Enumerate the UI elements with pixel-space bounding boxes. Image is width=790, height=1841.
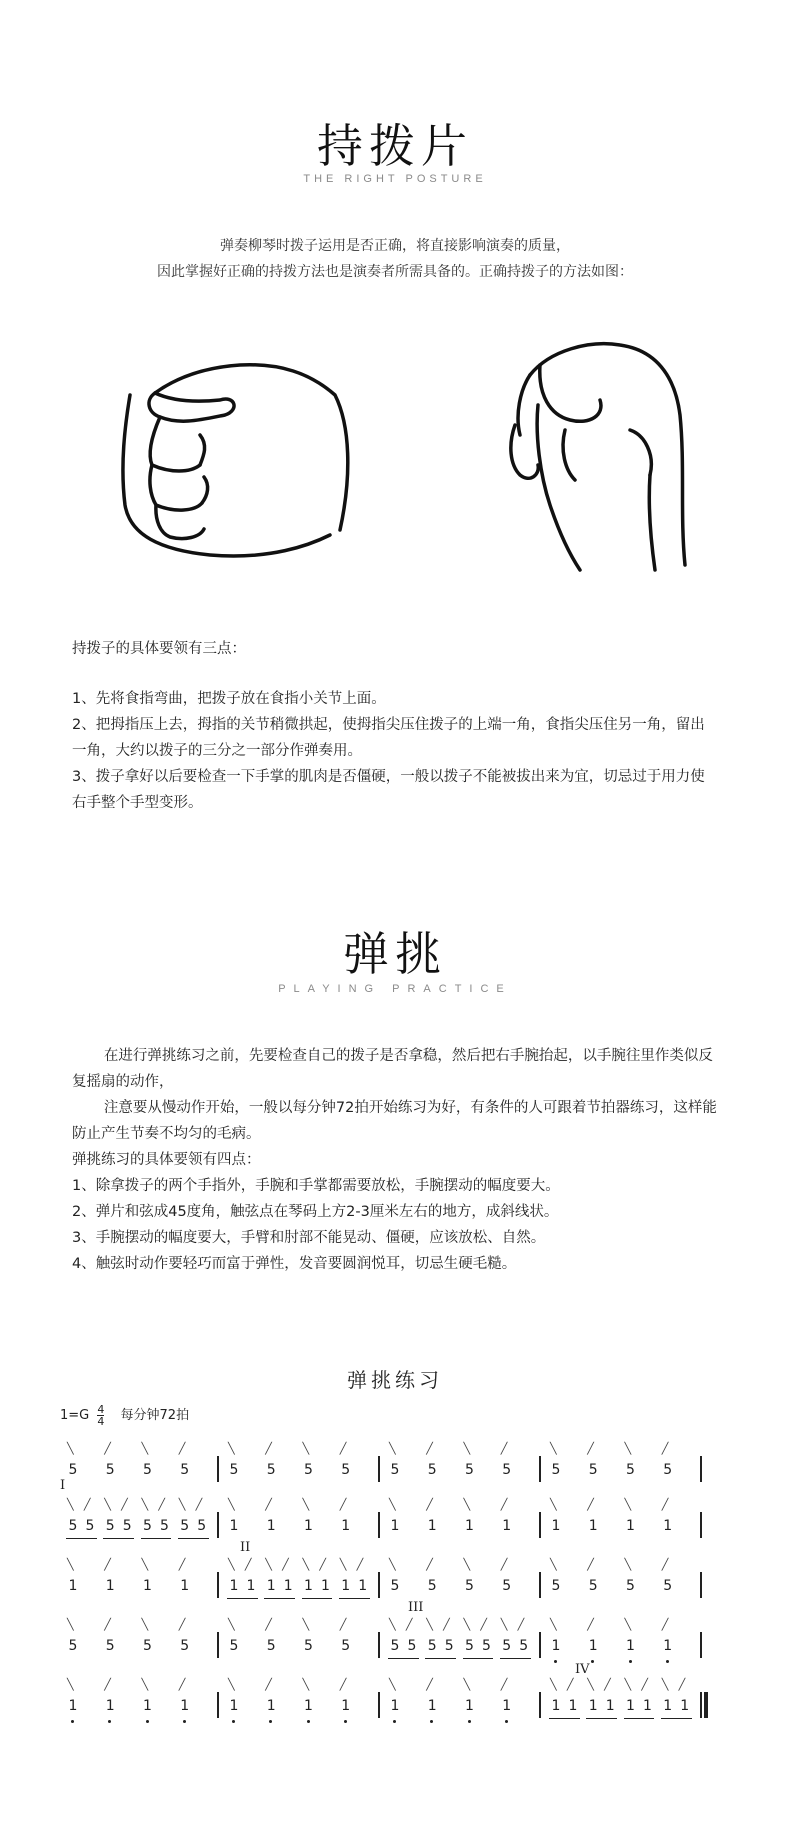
stroke-mark: ╲ — [228, 1678, 235, 1691]
stroke-mark: ╲ — [500, 1618, 508, 1631]
point-item: 3、拨子拿好以后要检查一下手掌的肌肉是否僵硬，一般以拨子不能被拔出来为宜，切忌过于用力使右手整个手型变形。 — [72, 769, 705, 811]
eighth-underline — [463, 1658, 494, 1659]
note: 5 — [68, 1462, 78, 1478]
point-item: 2、把拇指压上去，拇指的关节稍微拱起，使拇指尖压住拨子的上端一角，食指尖压住另一角，留出一角，大约以拨子的三分之一部分作弹奏用。 — [72, 717, 705, 759]
barline — [539, 1572, 541, 1598]
note: 1 — [502, 1698, 512, 1714]
stroke-mark: ╱ — [517, 1618, 525, 1631]
note: 1 — [588, 1698, 598, 1714]
stroke-mark: ╱ — [405, 1618, 413, 1631]
octave-dot — [344, 1720, 347, 1723]
note: 1 — [663, 1698, 673, 1714]
octave-dot — [108, 1720, 111, 1723]
hand-illustration-front — [100, 355, 360, 565]
note: 1 — [588, 1638, 598, 1654]
points-heading: 弹挑练习的具体要领有四点： — [72, 1152, 261, 1168]
note: 5 — [390, 1638, 400, 1654]
section2-body — [72, 1043, 718, 1277]
octave-dot — [629, 1660, 632, 1663]
note: 1 — [143, 1578, 152, 1594]
octave-dot — [146, 1720, 149, 1723]
stroke-mark: ╲ — [104, 1498, 111, 1511]
note: 5 — [465, 1638, 474, 1654]
octave-dot — [505, 1720, 508, 1723]
stroke-mark: ╱ — [178, 1442, 186, 1455]
stroke-mark: ╲ — [550, 1678, 557, 1691]
stroke-mark: ╱ — [83, 1498, 91, 1511]
eighth-underline — [425, 1658, 456, 1659]
stroke-mark: ╲ — [624, 1678, 632, 1691]
barline — [217, 1456, 219, 1482]
note: 5 — [551, 1462, 561, 1478]
eighth-underline — [103, 1538, 134, 1539]
note: 1 — [358, 1578, 368, 1594]
stroke-mark: ╲ — [302, 1558, 310, 1571]
barline — [700, 1572, 702, 1598]
stroke-mark: ╲ — [624, 1442, 632, 1455]
stroke-mark: ╲ — [624, 1618, 632, 1631]
note: 1 — [626, 1518, 635, 1534]
section1-title: 持拨片 — [317, 119, 473, 173]
stroke-mark: ╲ — [339, 1558, 347, 1571]
note: 1 — [143, 1698, 152, 1714]
final-barline — [704, 1692, 708, 1718]
barline — [539, 1456, 541, 1482]
point-item: 1、除拿拨子的两个手指外，手腕和手掌都需要放松，手腕摆动的幅度要大。 — [72, 1178, 560, 1194]
stroke-mark: ╲ — [463, 1558, 471, 1571]
point-item: 2、弹片和弦成45度角，触弦点在琴码上方2-3厘米左右的地方，成斜线状。 — [72, 1204, 559, 1220]
stroke-mark: ╲ — [550, 1498, 557, 1511]
note: 5 — [663, 1462, 673, 1478]
note: 1 — [68, 1698, 78, 1714]
stroke-mark: ╱ — [121, 1498, 128, 1511]
note: 5 — [159, 1518, 169, 1534]
eighth-underline — [302, 1598, 333, 1599]
time-signature — [97, 1404, 104, 1427]
barline — [539, 1512, 541, 1538]
intro-line: 因此掌握好正确的持拨方法也是演奏者所需具备的。正确持拨子的方法如图： — [157, 264, 633, 280]
stroke-mark: ╲ — [141, 1678, 149, 1691]
octave-dot — [71, 1720, 74, 1723]
time-top: 4 — [97, 1403, 105, 1416]
stroke-mark: ╱ — [104, 1442, 111, 1455]
note: 5 — [341, 1638, 351, 1654]
note: 1 — [304, 1518, 313, 1534]
stroke-mark: ╲ — [67, 1618, 74, 1631]
barline — [539, 1692, 541, 1718]
stroke-mark: ╱ — [500, 1442, 508, 1455]
stroke-mark: ╲ — [426, 1618, 433, 1631]
stroke-mark: ╲ — [550, 1618, 557, 1631]
eighth-underline — [339, 1598, 370, 1599]
eighth-underline — [141, 1538, 172, 1539]
note: 1 — [551, 1638, 561, 1654]
note: 1 — [642, 1698, 652, 1714]
note: 5 — [180, 1462, 190, 1478]
stroke-mark: ╱ — [104, 1678, 111, 1691]
notation-staff — [0, 1440, 790, 1840]
note: 5 — [266, 1638, 276, 1654]
barline — [378, 1572, 380, 1598]
note: 5 — [229, 1462, 239, 1478]
paragraph: 注意要从慢动作开始，一般以每分钟72拍开始练习为好，有条件的人可跟着节拍器练习，这样能防止产生节奏不均匀的毛病。 — [72, 1100, 717, 1142]
section1-intro — [0, 233, 790, 285]
stroke-mark: ╱ — [587, 1498, 594, 1511]
note: 1 — [341, 1578, 351, 1594]
stroke-mark: ╱ — [282, 1558, 289, 1571]
octave-dot — [430, 1720, 433, 1723]
stroke-mark: ╱ — [661, 1442, 669, 1455]
stroke-mark: ╱ — [178, 1678, 186, 1691]
note: 5 — [304, 1638, 313, 1654]
stroke-mark: ╲ — [624, 1558, 632, 1571]
note: 1 — [266, 1578, 276, 1594]
note: 5 — [588, 1462, 598, 1478]
stroke-mark: ╱ — [178, 1558, 186, 1571]
stroke-mark: ╲ — [463, 1618, 471, 1631]
note: 1 — [180, 1698, 190, 1714]
note: 1 — [605, 1698, 615, 1714]
note: 5 — [180, 1638, 190, 1654]
note: 5 — [502, 1578, 512, 1594]
stroke-mark: ╲ — [624, 1498, 632, 1511]
note: 1 — [390, 1518, 400, 1534]
sheet-title: 弹挑练习 — [347, 1368, 443, 1392]
note: 5 — [341, 1462, 351, 1478]
section2-subtitle: PLAYING PRACTICE — [278, 983, 512, 995]
note: 1 — [105, 1698, 115, 1714]
barline — [539, 1632, 541, 1658]
stroke-mark: ╱ — [426, 1558, 433, 1571]
point-item: 3、手腕摆动的幅度要大，手臂和肘部不能晃动、僵硬，应该放松、自然。 — [72, 1230, 546, 1246]
stroke-mark: ╲ — [141, 1618, 149, 1631]
time-bottom: 4 — [97, 1415, 105, 1428]
eighth-underline — [549, 1718, 580, 1719]
note: 5 — [105, 1638, 115, 1654]
eighth-underline — [388, 1658, 419, 1659]
note: 5 — [304, 1462, 313, 1478]
section1-points — [72, 636, 718, 816]
sheet-key-signature — [60, 1404, 189, 1427]
note: 5 — [427, 1638, 437, 1654]
note: 1 — [266, 1518, 276, 1534]
stroke-mark: ╱ — [426, 1678, 433, 1691]
key: 1=G — [60, 1408, 90, 1423]
note: 1 — [551, 1518, 561, 1534]
stroke-mark: ╲ — [178, 1498, 186, 1511]
barline — [217, 1572, 219, 1598]
note: 1 — [320, 1578, 330, 1594]
eighth-underline — [227, 1598, 258, 1599]
barline — [378, 1456, 380, 1482]
barline — [217, 1692, 219, 1718]
note: 1 — [588, 1518, 598, 1534]
note: 1 — [427, 1698, 437, 1714]
note: 5 — [465, 1578, 474, 1594]
note: 5 — [502, 1638, 512, 1654]
eighth-underline — [264, 1598, 295, 1599]
stroke-mark: ╱ — [500, 1498, 508, 1511]
note: 1 — [465, 1518, 474, 1534]
note: 5 — [143, 1638, 152, 1654]
stroke-mark: ╱ — [500, 1558, 508, 1571]
stroke-mark: ╲ — [302, 1618, 310, 1631]
stroke-mark: ╲ — [228, 1498, 235, 1511]
octave-dot — [307, 1720, 310, 1723]
stroke-mark: ╲ — [389, 1442, 396, 1455]
stroke-mark: ╱ — [339, 1618, 347, 1631]
stroke-mark: ╲ — [67, 1678, 74, 1691]
note: 5 — [68, 1638, 78, 1654]
paragraph: 在进行弹挑练习之前，先要检查自己的拨子是否拿稳，然后把右手腕抬起，以手腕往里作类似反复摇扇的动作， — [72, 1048, 713, 1090]
note: 1 — [68, 1578, 78, 1594]
barline — [378, 1632, 380, 1658]
note: 5 — [427, 1578, 437, 1594]
stroke-mark: ╱ — [587, 1442, 594, 1455]
stroke-mark: ╱ — [678, 1678, 686, 1691]
note: 5 — [105, 1518, 115, 1534]
stroke-mark: ╱ — [339, 1442, 347, 1455]
note: 5 — [105, 1462, 115, 1478]
note: 1 — [341, 1698, 351, 1714]
stroke-mark: ╲ — [67, 1442, 74, 1455]
note: 5 — [465, 1462, 474, 1478]
section-numeral: I — [60, 1478, 66, 1493]
note: 5 — [143, 1518, 152, 1534]
note: 1 — [266, 1698, 276, 1714]
note: 1 — [341, 1518, 351, 1534]
note: 5 — [85, 1518, 95, 1534]
note: 5 — [143, 1462, 152, 1478]
stroke-mark: ╱ — [566, 1678, 574, 1691]
stroke-mark: ╲ — [67, 1498, 74, 1511]
note: 1 — [465, 1698, 474, 1714]
note: 5 — [407, 1638, 417, 1654]
note: 5 — [502, 1462, 512, 1478]
octave-dot — [666, 1660, 669, 1663]
stroke-mark: ╱ — [480, 1618, 488, 1631]
stroke-mark: ╲ — [141, 1498, 149, 1511]
eighth-underline — [500, 1658, 531, 1659]
barline — [378, 1512, 380, 1538]
stroke-mark: ╲ — [265, 1558, 272, 1571]
stroke-mark: ╱ — [104, 1618, 111, 1631]
eighth-underline — [661, 1718, 692, 1719]
note: 1 — [390, 1698, 400, 1714]
stroke-mark: ╱ — [356, 1558, 364, 1571]
note: 1 — [568, 1698, 578, 1714]
section-numeral: III — [408, 1600, 424, 1615]
octave-dot — [232, 1720, 235, 1723]
note: 5 — [626, 1578, 635, 1594]
stroke-mark: ╲ — [228, 1442, 235, 1455]
note: 1 — [551, 1698, 561, 1714]
stroke-mark: ╲ — [550, 1558, 557, 1571]
stroke-mark: ╱ — [641, 1678, 649, 1691]
note: 5 — [390, 1578, 400, 1594]
note: 5 — [266, 1462, 276, 1478]
hand-illustration-side — [480, 335, 700, 575]
stroke-mark: ╲ — [228, 1558, 235, 1571]
note: 5 — [390, 1462, 400, 1478]
note: 5 — [519, 1638, 529, 1654]
note: 5 — [626, 1462, 635, 1478]
barline — [700, 1512, 702, 1538]
section-numeral: IV — [575, 1662, 590, 1677]
stroke-mark: ╱ — [339, 1678, 347, 1691]
stroke-mark: ╲ — [389, 1678, 396, 1691]
eighth-underline — [66, 1538, 97, 1539]
stroke-mark: ╱ — [195, 1498, 203, 1511]
note: 1 — [626, 1638, 635, 1654]
stroke-mark: ╱ — [426, 1498, 433, 1511]
note: 1 — [304, 1578, 313, 1594]
stroke-mark: ╱ — [426, 1442, 433, 1455]
stroke-mark: ╱ — [587, 1618, 594, 1631]
stroke-mark: ╲ — [302, 1442, 310, 1455]
stroke-mark: ╱ — [587, 1558, 594, 1571]
stroke-mark: ╲ — [389, 1618, 396, 1631]
note: 1 — [427, 1518, 437, 1534]
stroke-mark: ╲ — [587, 1678, 594, 1691]
barline — [217, 1512, 219, 1538]
stroke-mark: ╲ — [228, 1618, 235, 1631]
stroke-mark: ╲ — [389, 1558, 396, 1571]
stroke-mark: ╲ — [463, 1442, 471, 1455]
note: 1 — [246, 1578, 256, 1594]
note: 1 — [626, 1698, 635, 1714]
note: 5 — [229, 1638, 239, 1654]
note: 5 — [663, 1578, 673, 1594]
stroke-mark: ╱ — [339, 1498, 347, 1511]
note: 5 — [427, 1462, 437, 1478]
stroke-mark: ╲ — [67, 1558, 74, 1571]
note: 1 — [663, 1518, 673, 1534]
note: 1 — [229, 1578, 239, 1594]
intro-line: 弹奏柳琴时拨子运用是否正确，将直接影响演奏的质量， — [220, 238, 570, 254]
note: 1 — [304, 1698, 313, 1714]
note: 1 — [229, 1518, 239, 1534]
stroke-mark: ╱ — [661, 1558, 669, 1571]
barline — [700, 1456, 702, 1482]
stroke-mark: ╲ — [302, 1498, 310, 1511]
octave-dot — [269, 1720, 272, 1723]
stroke-mark: ╱ — [661, 1498, 669, 1511]
note: 1 — [105, 1578, 115, 1594]
octave-dot — [393, 1720, 396, 1723]
section2-title: 弹挑 — [343, 927, 447, 981]
barline — [378, 1692, 380, 1718]
note: 1 — [502, 1518, 512, 1534]
octave-dot — [554, 1660, 557, 1663]
section1-subtitle: THE RIGHT POSTURE — [303, 173, 487, 185]
stroke-mark: ╱ — [158, 1498, 166, 1511]
stroke-mark: ╱ — [104, 1558, 111, 1571]
stroke-mark: ╲ — [389, 1498, 396, 1511]
eighth-underline — [178, 1538, 209, 1539]
point-item: 4、触弦时动作要轻巧而富于弹性，发音要圆润悦耳，切忌生硬毛糙。 — [72, 1256, 517, 1272]
stroke-mark: ╲ — [141, 1442, 149, 1455]
stroke-mark: ╱ — [265, 1498, 272, 1511]
note: 1 — [680, 1698, 690, 1714]
stroke-mark: ╱ — [443, 1618, 450, 1631]
octave-dot — [183, 1720, 186, 1723]
stroke-mark: ╱ — [500, 1678, 508, 1691]
stroke-mark: ╱ — [661, 1618, 669, 1631]
stroke-mark: ╱ — [265, 1678, 272, 1691]
stroke-mark: ╲ — [141, 1558, 149, 1571]
note: 1 — [229, 1698, 239, 1714]
section-numeral: II — [240, 1540, 251, 1555]
stroke-mark: ╲ — [463, 1678, 471, 1691]
note: 5 — [551, 1578, 561, 1594]
note: 5 — [481, 1638, 491, 1654]
stroke-mark: ╱ — [604, 1678, 611, 1691]
note: 1 — [180, 1578, 190, 1594]
note: 5 — [180, 1518, 190, 1534]
stroke-mark: ╱ — [265, 1442, 272, 1455]
note: 5 — [68, 1518, 78, 1534]
octave-dot — [591, 1660, 594, 1663]
stroke-mark: ╱ — [265, 1618, 272, 1631]
stroke-mark: ╲ — [550, 1442, 557, 1455]
stroke-mark: ╲ — [302, 1678, 310, 1691]
octave-dot — [468, 1720, 471, 1723]
stroke-mark: ╲ — [463, 1498, 471, 1511]
point-item: 1、先将食指弯曲，把拨子放在食指小关节上面。 — [72, 691, 386, 707]
points-heading: 持拨子的具体要领有三点： — [72, 641, 246, 657]
stroke-mark: ╲ — [661, 1678, 669, 1691]
stroke-mark: ╱ — [178, 1618, 186, 1631]
note: 5 — [122, 1518, 132, 1534]
note: 1 — [283, 1578, 293, 1594]
stroke-mark: ╱ — [244, 1558, 252, 1571]
barline — [700, 1632, 702, 1658]
barline — [217, 1632, 219, 1658]
barline — [700, 1692, 702, 1718]
eighth-underline — [586, 1718, 617, 1719]
note: 5 — [588, 1578, 598, 1594]
tempo: 每分钟72拍 — [120, 1408, 190, 1423]
note: 5 — [444, 1638, 454, 1654]
note: 1 — [663, 1638, 673, 1654]
stroke-mark: ╱ — [319, 1558, 327, 1571]
note: 5 — [197, 1518, 207, 1534]
eighth-underline — [624, 1718, 655, 1719]
